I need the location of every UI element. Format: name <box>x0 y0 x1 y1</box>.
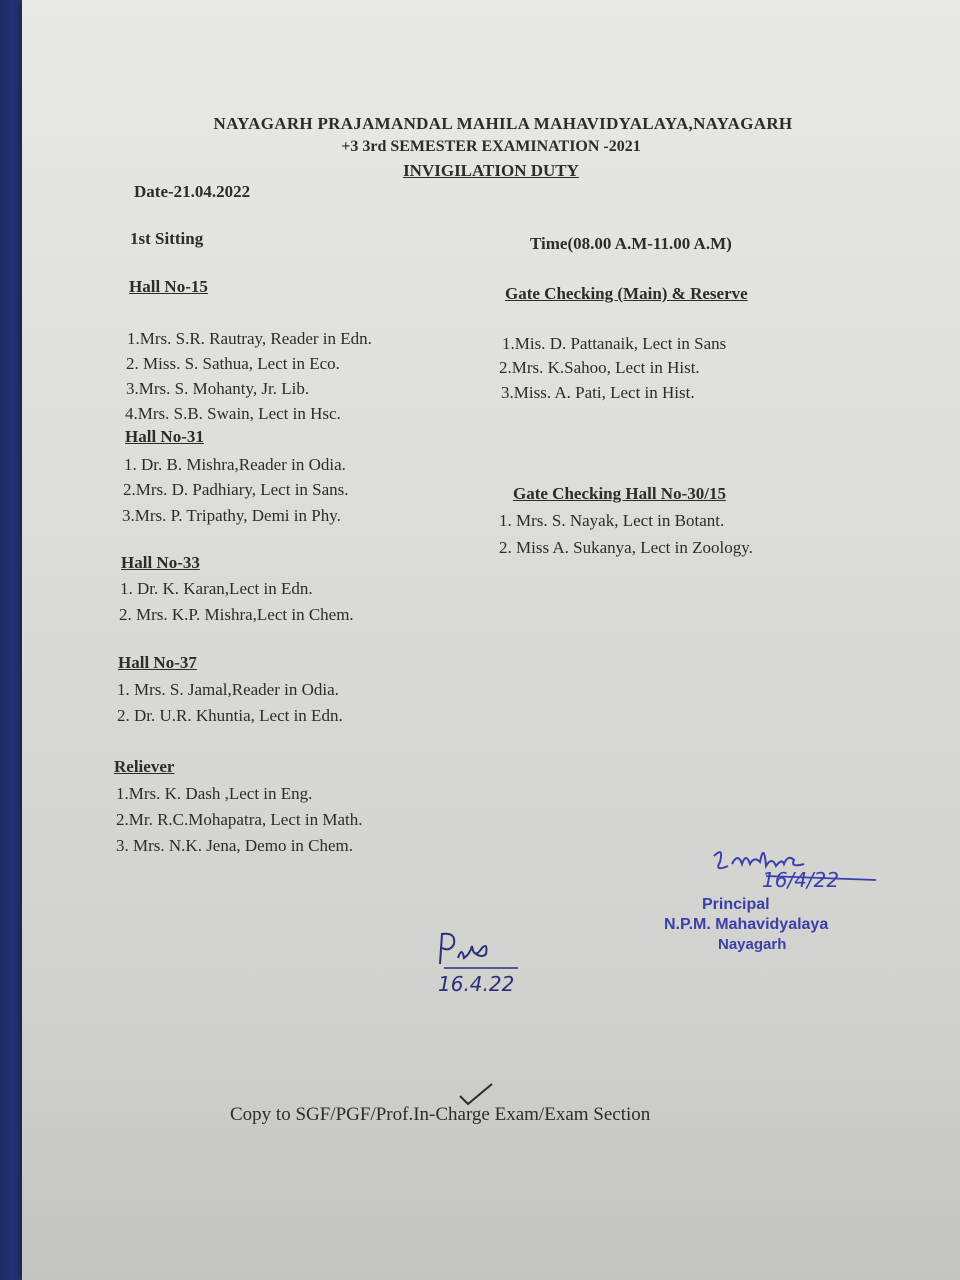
duty-title: INVIGILATION DUTY <box>403 161 579 180</box>
list-item: 3. Mrs. N.K. Jena, Demo in Chem. <box>116 836 354 855</box>
list-item: 2.Mrs. D. Padhiary, Lect in Sans. <box>123 480 349 499</box>
copy-to-text: Copy to SGF/PGF/Prof.In-Charge Exam/Exam Section <box>230 1104 651 1125</box>
list-item: 4.Mrs. S.B. Swain, Lect in Hsc. <box>125 404 341 423</box>
document-page <box>22 0 960 1280</box>
list-item: 3.Miss. A. Pati, Lect in Hist. <box>501 383 695 402</box>
hall-37-title: Hall No-37 <box>118 653 197 672</box>
list-item: 1. Dr. K. Karan,Lect in Edn. <box>120 579 313 598</box>
hall-33-title: Hall No-33 <box>121 553 200 572</box>
college-name: NAYAGARH PRAJAMANDAL MAHILA MAHAVIDYALAYA,NAYAGARH <box>213 114 793 133</box>
list-item: 3.Mrs. P. Tripathy, Demi in Phy. <box>122 506 341 525</box>
sitting-label: 1st Sitting <box>130 229 204 248</box>
list-item: 1. Mrs. S. Nayak, Lect in Botant. <box>499 511 725 530</box>
list-item: 1.Mrs. K. Dash ,Lect in Eng. <box>116 784 313 803</box>
exam-date: Date-21.04.2022 <box>134 182 251 201</box>
list-item: 1.Mrs. S.R. Rautray, Reader in Edn. <box>127 329 372 348</box>
list-item: 2.Mrs. K.Sahoo, Lect in Hist. <box>499 358 700 377</box>
left-signature <box>428 928 528 970</box>
stamp-principal: Principal <box>702 896 770 913</box>
hall-31-title: Hall No-31 <box>125 427 204 446</box>
gate-checking-main-title: Gate Checking (Main) & Reserve <box>505 284 748 303</box>
time-label: Time(08.00 A.M-11.00 A.M) <box>530 234 732 253</box>
list-item: 2. Mrs. K.P. Mishra,Lect in Chem. <box>119 605 354 624</box>
list-item: 1. Dr. B. Mishra,Reader in Odia. <box>124 455 346 474</box>
list-item: 2. Miss A. Sukanya, Lect in Zoology. <box>499 538 753 557</box>
list-item: 3.Mrs. S. Mohanty, Jr. Lib. <box>126 379 310 398</box>
hall-15-title: Hall No-15 <box>129 277 208 296</box>
left-signature-date: 16.4.22 <box>438 972 515 996</box>
gate-checking-hall-title: Gate Checking Hall No-30/15 <box>513 484 726 503</box>
list-item: 2. Miss. S. Sathua, Lect in Eco. <box>126 354 340 373</box>
list-item: 1.Mis. D. Pattanaik, Lect in Sans <box>502 334 727 353</box>
list-item: 2. Dr. U.R. Khuntia, Lect in Edn. <box>117 706 343 725</box>
reliever-title: Reliever <box>114 757 175 776</box>
list-item: 2.Mr. R.C.Mohapatra, Lect in Math. <box>116 810 363 829</box>
principal-signature-date: 16/4/22 <box>762 868 840 892</box>
exam-title: +3 3rd SEMESTER EXAMINATION -2021 <box>341 138 641 155</box>
stamp-place: Nayagarh <box>718 936 787 953</box>
stamp-college: N.P.M. Mahavidyalaya <box>664 916 829 933</box>
list-item: 1. Mrs. S. Jamal,Reader in Odia. <box>117 680 339 699</box>
